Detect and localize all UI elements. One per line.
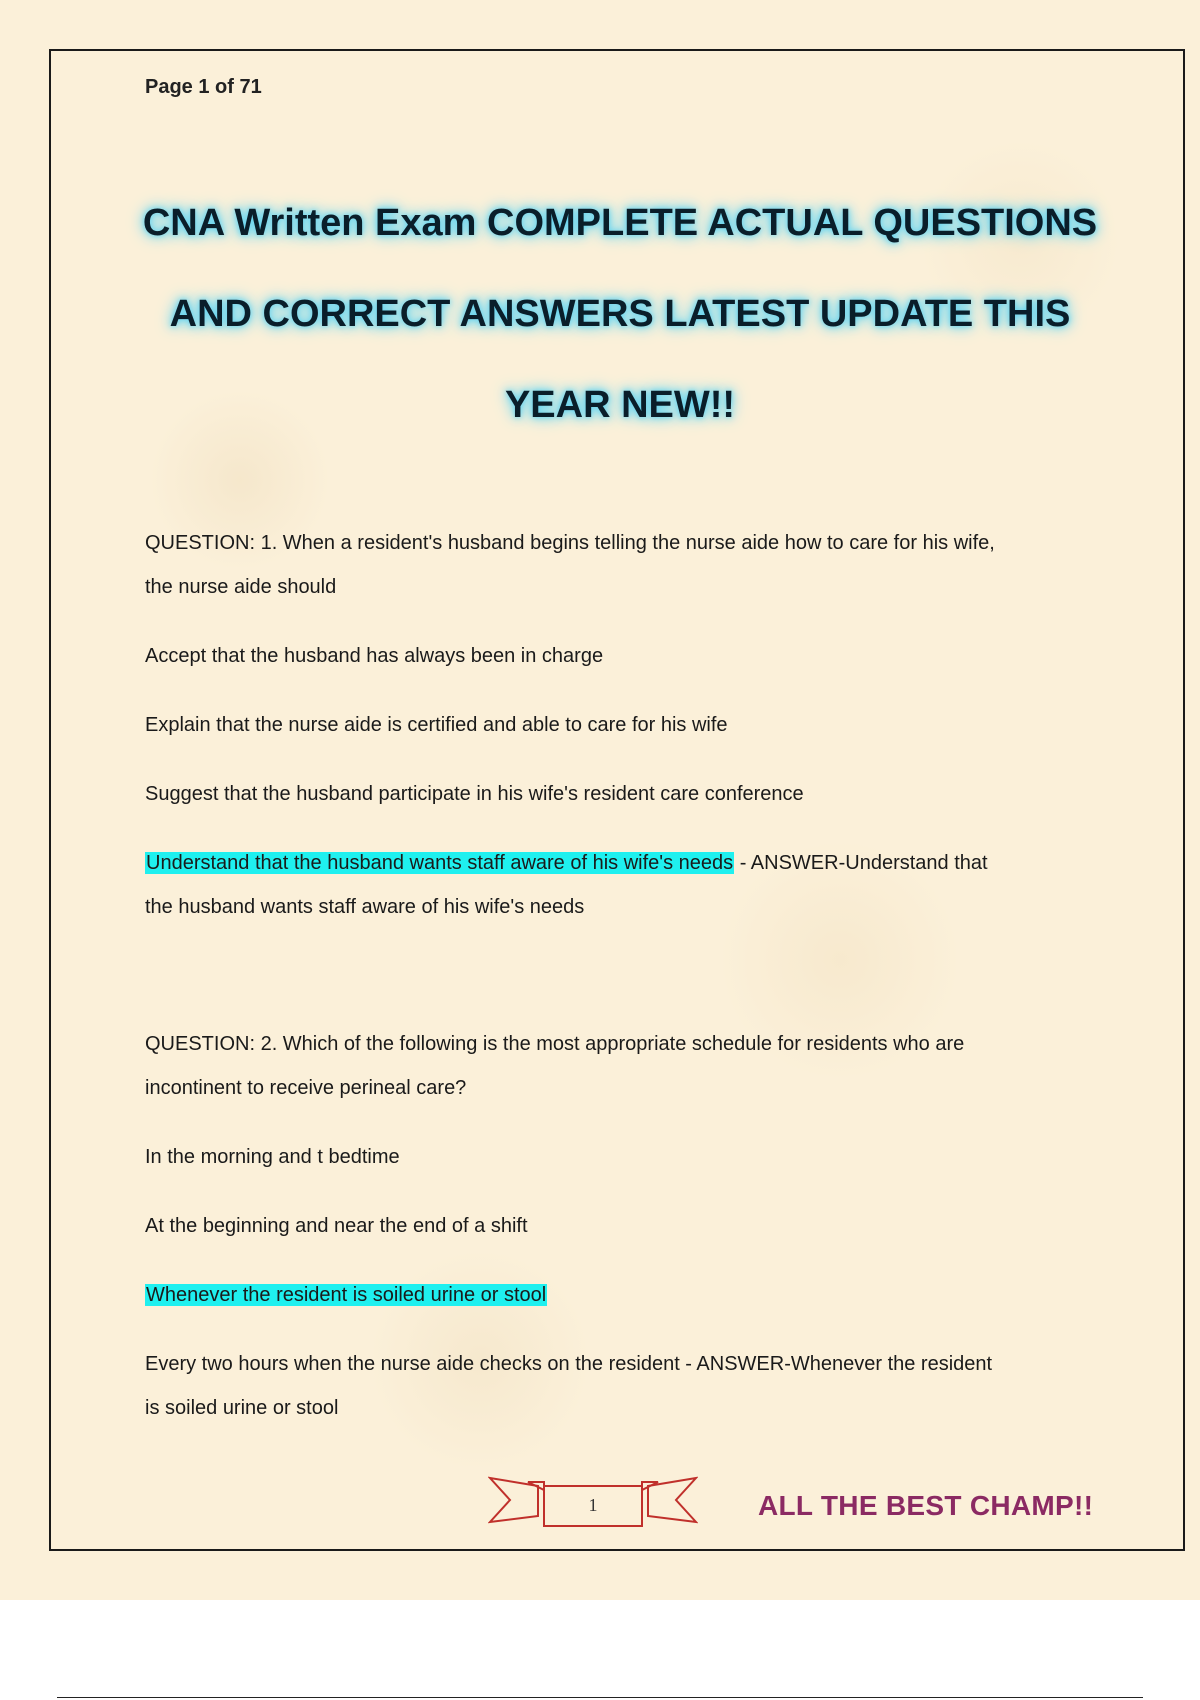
question-1-option-b: Explain that the nurse aide is certified and able to care for his wife (145, 714, 728, 736)
question-1-text-line-2: the nurse aide should (145, 576, 337, 598)
question-2-option-d: Every two hours when the nurse aide checks on the resident - ANSWER-Whenever the resident (145, 1353, 993, 1375)
document-title (100, 178, 1140, 451)
bottom-divider (57, 1697, 1143, 1698)
question-1-text-line-1: QUESTION: 1. When a resident's husband begins telling the nurse aide how to care for his wife, (145, 532, 995, 554)
question-2-option-c-line (145, 1284, 547, 1307)
title-line-1: CNA Written Exam COMPLETE ACTUAL QUESTIONS (142, 202, 1098, 244)
question-1-answer-line-2: the husband wants staff aware of his wife's needs (145, 896, 585, 918)
question-2-option-a: In the morning and t bedtime (145, 1146, 400, 1168)
question-2-answer-line-2: is soiled urine or stool (145, 1397, 339, 1419)
footer-slogan: ALL THE BEST CHAMP!! (758, 1490, 1094, 1521)
question-1-correct-option-highlight: Understand that the husband wants staff aware of his wife's needs (146, 852, 734, 874)
question-2-option-b: At the beginning and near the end of a shift (145, 1215, 528, 1237)
title-line-2: AND CORRECT ANSWERS LATEST UPDATE THIS (169, 293, 1071, 335)
question-1-option-c: Suggest that the husband participate in his wife's resident care conference (145, 783, 804, 805)
question-2-correct-option-highlight: Whenever the resident is soiled urine or stool (146, 1284, 547, 1306)
title-line-3: YEAR NEW!! (504, 384, 736, 426)
question-1-option-a: Accept that the husband has always been in charge (145, 645, 604, 667)
page-label: Page 1 of 71 (145, 76, 262, 98)
question-2-text-line-2: incontinent to receive perineal care? (145, 1077, 467, 1099)
question-1-option-d-line (145, 852, 988, 875)
page-number-ribbon (488, 1468, 698, 1530)
page-number: 1 (588, 1495, 598, 1515)
question-2-text-line-1: QUESTION: 2. Which of the following is the most appropriate schedule for residents who are (145, 1033, 965, 1055)
question-1-answer-label: - ANSWER-Understand that (734, 852, 988, 874)
